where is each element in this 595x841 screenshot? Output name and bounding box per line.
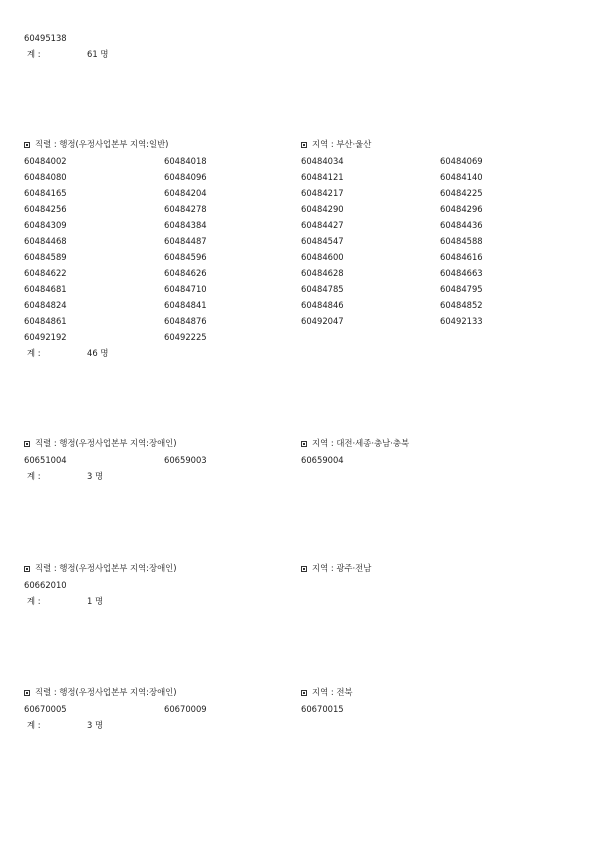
candidate-number: 60484785 [301, 284, 344, 294]
candidate-number: 60484217 [301, 188, 344, 198]
job-label: 직렬 : 행정(우정사업본부 지역:장애인) [35, 687, 177, 697]
candidate-number: 60484876 [164, 316, 207, 326]
candidate-number: 60484795 [440, 284, 483, 294]
candidate-number: 60484256 [24, 204, 67, 214]
candidate-number: 60484309 [24, 220, 67, 230]
total-count: 1 [87, 596, 93, 606]
candidate-number: 60484080 [24, 172, 67, 182]
candidate-number: 60492133 [440, 316, 483, 326]
candidate-number: 60484069 [440, 156, 483, 166]
table-row [0, 187, 595, 199]
candidate-number: 60651004 [24, 455, 67, 465]
candidate-number: 60484663 [440, 268, 483, 278]
table-row [0, 219, 595, 231]
top-total [27, 48, 108, 60]
candidate-number: 60670015 [301, 704, 344, 714]
candidate-number: 60484622 [24, 268, 67, 278]
candidate-number: 60484296 [440, 204, 483, 214]
table-row [0, 331, 595, 343]
total-unit: 명 [95, 471, 104, 481]
top-number-row [0, 32, 595, 44]
section-total [27, 595, 103, 607]
square-bullet-icon [301, 142, 307, 148]
region-label: 지역 : 광주·전남 [312, 563, 372, 573]
candidate-number: 60484846 [301, 300, 344, 310]
candidate-number: 60484824 [24, 300, 67, 310]
table-row [0, 235, 595, 247]
candidate-number: 60495138 [24, 33, 67, 43]
candidate-number: 60484121 [301, 172, 344, 182]
candidate-number: 60484018 [164, 156, 207, 166]
section-job-header [24, 686, 177, 698]
total-unit: 명 [95, 720, 104, 730]
candidate-number: 60484468 [24, 236, 67, 246]
section-total [27, 719, 103, 731]
candidate-number: 60484384 [164, 220, 207, 230]
total-count: 3 [87, 720, 93, 730]
total-unit: 명 [95, 596, 104, 606]
candidate-number: 60484852 [440, 300, 483, 310]
candidate-number: 60492225 [164, 332, 207, 342]
square-bullet-icon [301, 566, 307, 572]
table-row [0, 155, 595, 167]
total-count: 3 [87, 471, 93, 481]
candidate-number: 60484427 [301, 220, 344, 230]
job-label: 직렬 : 행정(우정사업본부 지역:장애인) [35, 438, 177, 448]
candidate-number: 60484588 [440, 236, 483, 246]
candidate-number: 60492047 [301, 316, 344, 326]
section-region-header [301, 686, 353, 698]
section-total [27, 470, 103, 482]
square-bullet-icon [24, 441, 30, 447]
table-row [0, 267, 595, 279]
total-unit: 명 [100, 348, 109, 358]
section-region-header [301, 437, 409, 449]
total-label: 계 : [27, 348, 41, 358]
region-label: 지역 : 전북 [312, 687, 353, 697]
candidate-number: 60484225 [440, 188, 483, 198]
candidate-number: 60670005 [24, 704, 67, 714]
square-bullet-icon [301, 441, 307, 447]
candidate-number: 60484278 [164, 204, 207, 214]
candidate-number: 60484616 [440, 252, 483, 262]
candidate-number: 60484204 [164, 188, 207, 198]
square-bullet-icon [24, 566, 30, 572]
section-total [27, 347, 108, 359]
candidate-number: 60484165 [24, 188, 67, 198]
total-unit: 명 [100, 49, 109, 59]
candidate-number: 60484589 [24, 252, 67, 262]
candidate-number: 60484600 [301, 252, 344, 262]
candidate-number: 60484002 [24, 156, 67, 166]
candidate-number: 60484547 [301, 236, 344, 246]
region-label: 지역 : 대전·세종·충남·충북 [312, 438, 410, 448]
candidate-number: 60484034 [301, 156, 344, 166]
candidate-number: 60484487 [164, 236, 207, 246]
candidate-number: 60670009 [164, 704, 207, 714]
candidate-number: 60484290 [301, 204, 344, 214]
table-row [0, 703, 595, 715]
region-label: 지역 : 부산·울산 [312, 139, 372, 149]
total-label: 계 : [27, 471, 41, 481]
job-label: 직렬 : 행정(우정사업본부 지역:장애인) [35, 563, 177, 573]
candidate-number: 60484096 [164, 172, 207, 182]
total-count: 61 [87, 49, 98, 59]
candidate-number: 60659003 [164, 455, 207, 465]
candidate-number: 60492192 [24, 332, 67, 342]
total-count: 46 [87, 348, 98, 358]
table-row [0, 299, 595, 311]
candidate-number: 60662010 [24, 580, 67, 590]
candidate-number: 60484436 [440, 220, 483, 230]
total-label: 계 : [27, 596, 41, 606]
candidate-number: 60659004 [301, 455, 344, 465]
total-label: 계 : [27, 720, 41, 730]
table-row [0, 283, 595, 295]
candidate-number: 60484596 [164, 252, 207, 262]
section-job-header [24, 138, 168, 150]
section-region-header [301, 138, 371, 150]
table-row [0, 171, 595, 183]
table-row [0, 579, 595, 591]
square-bullet-icon [24, 690, 30, 696]
section-job-header [24, 562, 177, 574]
table-row [0, 251, 595, 263]
candidate-number: 60484841 [164, 300, 207, 310]
section-region-header [301, 562, 371, 574]
square-bullet-icon [301, 690, 307, 696]
table-row [0, 203, 595, 215]
candidate-number: 60484861 [24, 316, 67, 326]
table-row [0, 315, 595, 327]
section-job-header [24, 437, 177, 449]
candidate-number: 60484710 [164, 284, 207, 294]
candidate-number: 60484626 [164, 268, 207, 278]
job-label: 직렬 : 행정(우정사업본부 지역:일반) [35, 139, 169, 149]
table-row [0, 454, 595, 466]
square-bullet-icon [24, 142, 30, 148]
candidate-number: 60484140 [440, 172, 483, 182]
candidate-number: 60484681 [24, 284, 67, 294]
candidate-number: 60484628 [301, 268, 344, 278]
total-label: 계 : [27, 49, 41, 59]
